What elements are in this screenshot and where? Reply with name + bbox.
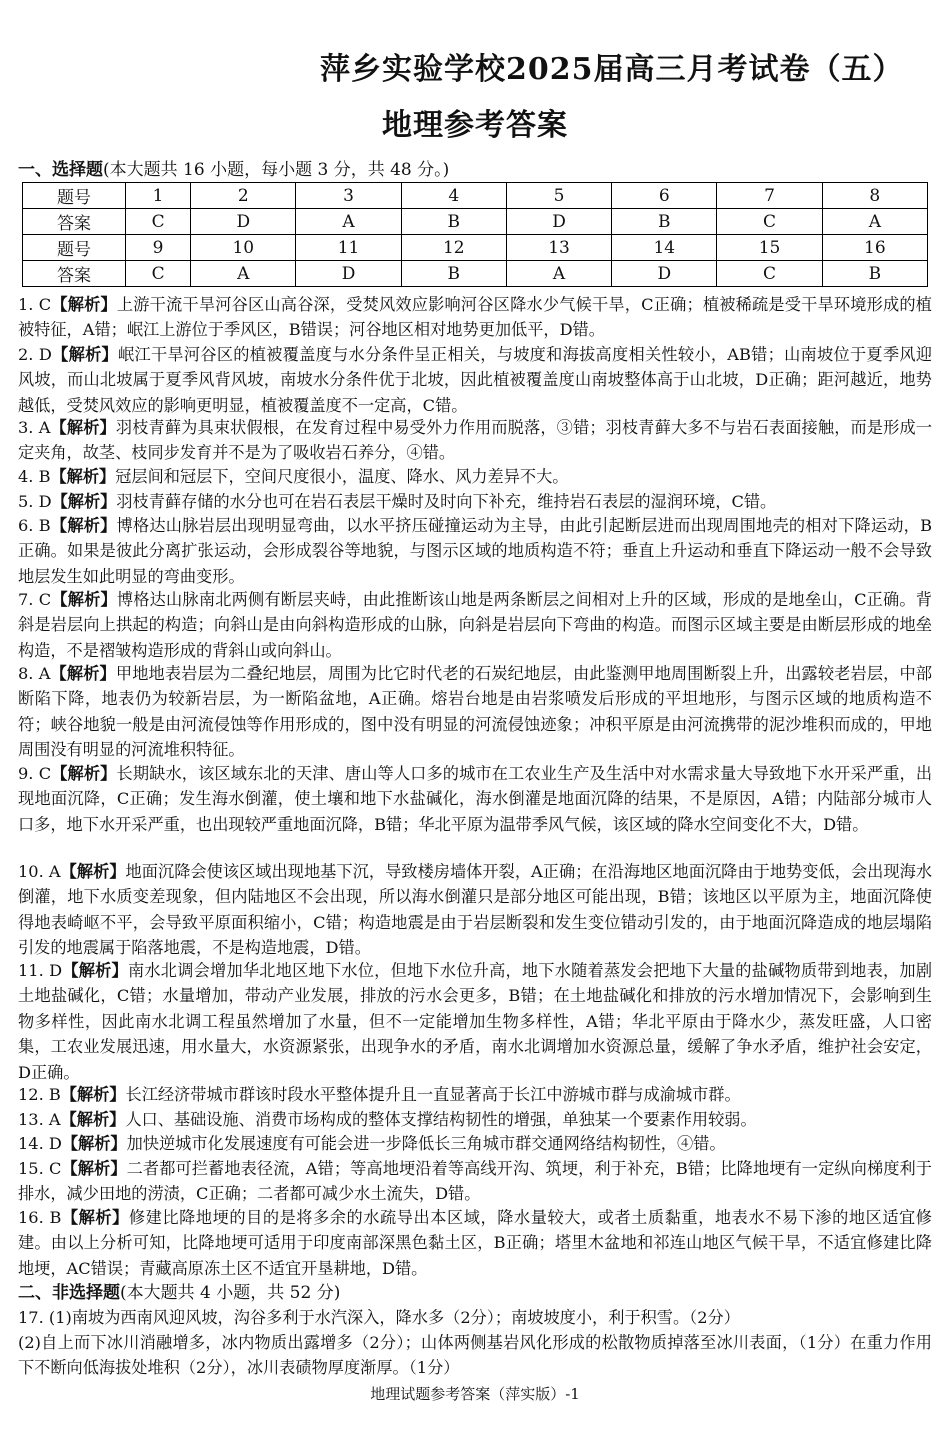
answer-number: 5. D [18, 492, 52, 511]
analysis-tag: 【解析】 [62, 961, 128, 980]
page-footer: 地理试题参考答案（萍实版）-1 [370, 1385, 580, 1403]
answer-number: 8. A [18, 664, 51, 683]
explanation-13 [18, 1107, 932, 1132]
answer-number: 6. B [18, 516, 51, 535]
explanation-9 [18, 761, 932, 837]
explanation-text: 羽枝青藓存储的水分也可在岩石表层干燥时及时向下补充，维持岩石表层的湿润环境，C错。 [116, 492, 777, 511]
explanation-text: 上游干流干旱河谷区山高谷深，受焚风效应影响河谷区降水少气候干旱，C正确；植被稀疏是受干旱环境形成的植被特征，A错；岷江上游位于季风区，B错误；河谷地区相对地势更加低平，D错。 [18, 295, 932, 340]
explanation-3 [18, 415, 932, 466]
table-cell: 16 [822, 235, 927, 261]
analysis-tag: 【解析】 [50, 418, 116, 437]
analysis-tag: 【解析】 [51, 295, 117, 314]
table-row [23, 183, 928, 209]
answer-number: 16. B [18, 1208, 62, 1227]
table-cell: A [822, 209, 927, 235]
table-cell: 9 [126, 235, 191, 261]
explanation-4 [18, 464, 932, 489]
table-cell: C [126, 261, 191, 287]
table-cell: 15 [717, 235, 822, 261]
table-cell: 5 [506, 183, 611, 209]
answer-number: 4. B [18, 467, 51, 486]
table-cell: C [126, 209, 191, 235]
row-header: 题号 [23, 183, 126, 209]
table-cell: A [296, 209, 401, 235]
explanation-11 [18, 958, 932, 1085]
table-cell: D [612, 261, 717, 287]
section1-title: 一、选择题 [18, 160, 103, 180]
answer-number: 3. A [18, 418, 51, 437]
explanation-text: 冠层间和冠层下，空间尺度很小，温度、降水、风力差异不大。 [115, 467, 569, 486]
analysis-tag: 【解析】 [61, 1134, 127, 1153]
section1-heading [18, 158, 449, 182]
explanation-text: 修建比降地埂的目的是将多余的水疏导出本区域，降水量较大，或者土质黏重，地表水不易下渗的地区适宜修建。由以上分析可知，比降地埂可适用于印度南部深黑色黏土区，B正确；塔里木盆地和祁连山地区气候干旱，不适宜修建比降地埂，AC错误；青藏高原冻土区不适宜开垦耕地，D错。 [18, 1208, 932, 1278]
answer-number: 7. C [18, 590, 52, 609]
analysis-tag: 【解析】 [51, 764, 117, 783]
table-cell: D [296, 261, 401, 287]
table-cell: B [401, 261, 506, 287]
analysis-tag: 【解析】 [51, 590, 117, 609]
table-cell: 10 [191, 235, 296, 261]
explanation-text: 二者都可拦蓄地表径流，A错；等高地埂沿着等高线开沟、筑埂，利于补充，B错；比降地埂有一定纵向梯度利于排水，减少田地的涝渍，C正确；二者都可减少水土流失，D错。 [18, 1159, 932, 1204]
table-cell: 6 [612, 183, 717, 209]
table-cell: B [401, 209, 506, 235]
table-cell: 12 [401, 235, 506, 261]
table-cell: 7 [717, 183, 822, 209]
table-cell: 2 [191, 183, 296, 209]
analysis-tag: 【解析】 [60, 862, 126, 881]
table-cell: A [191, 261, 296, 287]
explanation-15 [18, 1156, 932, 1207]
table-cell: 3 [296, 183, 401, 209]
explanation-12 [18, 1082, 932, 1107]
explanation-1 [18, 292, 932, 343]
explanation-text: 羽枝青藓为具束状假根，在发育过程中易受外力作用而脱落，③错；羽枝青藓大多不与岩石表面接触，而是形成一定夹角，故茎、枝同步发育并不是为了吸收岩石养分，④错。 [18, 418, 933, 463]
explanation-8 [18, 661, 932, 763]
table-cell: B [822, 261, 927, 287]
table-cell: B [612, 209, 717, 235]
q17-part2: (2)自上而下冰川消融增多，冰内物质出露增多（2分）；山体两侧基岩风化形成的松散物质掉落至冰川表面，（1分）在重力作用下不断向低海拔处堆积（2分），冰川表碛物厚度渐厚。（1分） [18, 1333, 932, 1378]
explanation-text: 加快逆城市化发展速度有可能会进一步降低长三角城市群交通网络结构韧性，④错。 [126, 1134, 726, 1153]
explanation-text: 地面沉降会使该区域出现地基下沉，导致楼房墙体开裂，A正确；在沿海地区地面沉降由于地势变低，会出现海水倒灌，地下水质变差现象，但内陆地区不会出现，所以海水倒灌只是部分地区可能出现，B错；该地区以平原为主，地面沉降使得地表崎岖不平，会导致平原面积缩小，C错；构造地震是由于岩层断裂和发生变位错动引发的，由于地面沉降造成的地层塌陷引发的地震属于陷落地震，不是构造地震，D错。 [18, 862, 933, 958]
analysis-tag: 【解析】 [60, 1110, 126, 1129]
section2-heading [18, 1281, 340, 1305]
table-cell: 11 [296, 235, 401, 261]
table-cell: 4 [401, 183, 506, 209]
answer-number: 15. C [18, 1159, 62, 1178]
answer-number: 1. C [18, 295, 52, 314]
answer-number: 13. A [18, 1110, 61, 1129]
analysis-tag: 【解析】 [50, 516, 117, 535]
table-cell: A [506, 261, 611, 287]
row-header: 题号 [23, 235, 126, 261]
table-cell: C [717, 261, 822, 287]
analysis-tag: 【解析】 [51, 345, 119, 364]
explanation-7 [18, 587, 932, 663]
section2-title: 二、非选择题 [18, 1283, 120, 1303]
table-cell: 14 [612, 235, 717, 261]
table-cell: D [506, 209, 611, 235]
table-row [23, 235, 928, 261]
exam-title: 萍乡实验学校2025届高三月考试卷（五） [320, 52, 904, 87]
explanation-5 [18, 489, 932, 514]
answer-number: 10. A [18, 862, 61, 881]
section1-note: (本大题共 16 小题，每小题 3 分，共 48 分。) [103, 160, 450, 180]
explanation-text: 博格达山脉岩层出现明显弯曲，以水平挤压碰撞运动为主导，由此引起断层进而出现周围地壳的相对下降运动，B正确。如果是彼此分离扩张运动，会形成裂谷等地貌，与图示区域的地质构造不符；垂直上升运动和垂直下降运动一般不会导致地层发生如此明显的弯曲变形。 [18, 516, 932, 586]
answer-number: 2. D [18, 345, 52, 364]
table-row [23, 209, 928, 235]
table-cell: 13 [506, 235, 611, 261]
answer-number: 12. B [18, 1085, 61, 1104]
analysis-tag: 【解析】 [61, 1159, 127, 1178]
table-cell: 1 [126, 183, 191, 209]
row-header: 答案 [23, 209, 126, 235]
section2-note: (本大题共 4 小题，共 52 分) [120, 1283, 341, 1303]
table-cell: 8 [822, 183, 927, 209]
answer-subtitle: 地理参考答案 [382, 108, 568, 143]
answer-number: 11. D [18, 961, 63, 980]
answer-number: 14. D [18, 1134, 62, 1153]
analysis-tag: 【解析】 [50, 467, 116, 486]
analysis-tag: 【解析】 [51, 492, 117, 511]
explanation-text: 南水北调会增加华北地区地下水位，但地下水位升高，地下水随着蒸发会把地下大量的盐碱物质带到地表，加剧土地盐碱化，C错；水量增加，带动产业发展，排放的污水会更多，B错；在土地盐碱化和排放的污水增加情况下，会影响到生物多样性，因此南水北调工程虽然增加了水量，但不一定能增加生物多样性，A错；华北平原由于降水少，蒸发旺盛，人口密集，工农业发展迅速，用水量大，水资源紧张，出现争水的矛盾，南水北调增加水资源总量，缓解了争水矛盾，维护社会安定，D正确。 [18, 961, 933, 1082]
explanation-text: 长江经济带城市群该时段水平整体提升且一直显著高于长江中游城市群与成渝城市群。 [125, 1085, 741, 1104]
explanation-14 [18, 1131, 932, 1156]
explanation-text: 甲地地表岩层为二叠纪地层，周围为比它时代老的石炭纪地层，由此鉴测甲地周围断裂上升，出露较老岩层，中部断陷下降，地表仍为较新岩层，为一断陷盆地，A正确。熔岩台地是由岩浆喷发后形成的平坦地形，与图示区域的地质构造不符；峡谷地貌一般是由河流侵蚀等作用形成的，图中没有明显的河流侵蚀迹象；冲积平原是由河流携带的泥沙堆积而成的，甲地周围没有明显的河流堆积特征。 [18, 664, 933, 760]
analysis-tag: 【解析】 [61, 1208, 129, 1227]
table-row [23, 261, 928, 287]
answer-number: 9. C [18, 764, 52, 783]
explanation-10 [18, 859, 932, 961]
answer-table [22, 182, 928, 287]
explanation-text: 岷江干旱河谷区的植被覆盖度与水分条件呈正相关，与坡度和海拔高度相关性较小，AB错；山南坡位于夏季风迎风坡，而山北坡属于夏季风背风坡，南坡水分条件优于北坡，因此植被覆盖度山南坡整体高于山北坡，D正确；距河越近，地势越低，受焚风效应的影响更明显，植被覆盖度不一定高，C错。 [18, 345, 933, 415]
explanation-text: 长期缺水，该区域东北的天津、唐山等人口多的城市在工农业生产及生活中对水需求量大导致地下水开采严重，出现地面沉降，C正确；发生海水倒灌，使土壤和地下水盐碱化，海水倒灌是地面沉降的结果，不是原因，A错；内陆部分城市人口多，地下水开采严重，也出现较严重地面沉降，B错；华北平原为温带季风气候，该区域的降水空间变化不大，D错。 [18, 764, 933, 834]
row-header: 答案 [23, 261, 126, 287]
q17-part1: 17. (1)南坡为西南风迎风坡，沟谷多利于水汽深入，降水多（2分）；南坡坡度小，利于积雪。（2分） [18, 1308, 740, 1327]
analysis-tag: 【解析】 [50, 664, 116, 683]
table-cell: D [191, 209, 296, 235]
table-cell: C [717, 209, 822, 235]
explanation-2 [18, 342, 932, 418]
explanation-6 [18, 513, 932, 589]
explanation-16 [18, 1205, 932, 1281]
explanation-text: 人口、基础设施、消费市场构成的整体支撑结构韧性的增强，单独某一个要素作用较弱。 [125, 1110, 757, 1129]
analysis-tag: 【解析】 [60, 1085, 126, 1104]
explanation-text: 博格达山脉南北两侧有断层夹峙，由此推断该山地是两条断层之间相对上升的区域，形成的是地垒山，C正确。背斜是岩层向上拱起的构造；向斜山是由向斜构造形成的山脉，向斜是岩层向下弯曲的构造。而图示区域主要是由断层形成的地垒构造，不是褶皱构造形成的背斜山或向斜山。 [18, 590, 932, 660]
